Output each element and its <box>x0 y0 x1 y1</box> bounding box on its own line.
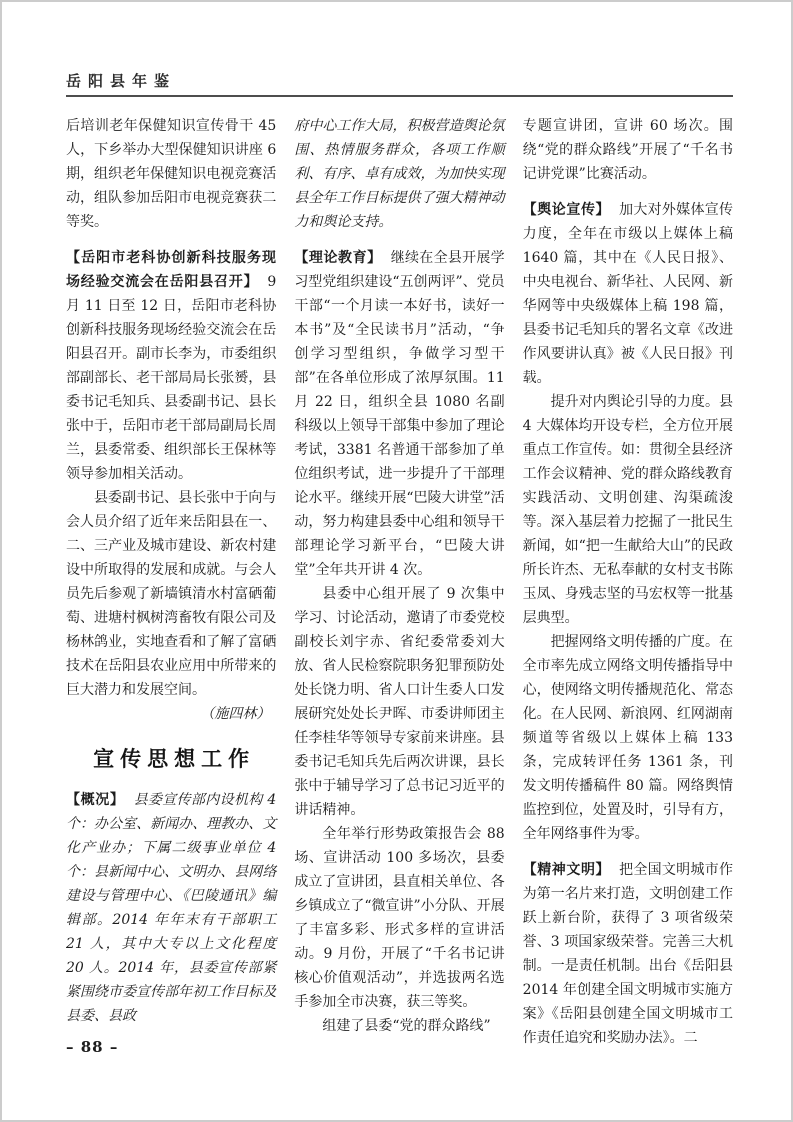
running-head-title: 岳阳县年鉴 <box>66 72 177 90</box>
entry-paragraph <box>523 858 733 1050</box>
column-1 <box>66 114 276 1050</box>
body-paragraph: 提升对内舆论引导的力度。县 4 大媒体均开设专栏，全方位开展重点工作宣传。如：贯彻全县经济工作会议精神、党的群众路线教育实践活动、文明创建、沟渠疏浚等。深入基层着力挖掘了一批民生新闻，如“把一生献给大山”的民政所长许杰、无私奉献的女村支书陈玉凤、身残志坚的马宏权等一批基层典型。 <box>522 394 733 626</box>
entry-body: 9 月 11 日至 12 日，岳阳市老科协创新科技服务现场经验交流会在岳阳县召开。副市长李为，市委组织部副部长、老干部局局长张赟，县委书记毛知兵、县委副书记、县长张中于，岳阳市老干部局副局长周兰，县委常委、组织部长王保林等领导参加相关活动。 <box>66 274 277 482</box>
entry-paragraph <box>523 198 733 390</box>
entry-body: 把全国文明城市作为第一名片来打造，文明创建工作跃上新台阶，获得了 3 项省级荣誉、3 项国家级荣誉。完善三大机制。一是责任机制。出台《岳阳县 2014 年创建全国文明城市实施方案》《岳阳县创建全国文明城市工作责任追究和奖励办法》。二 <box>522 862 733 1046</box>
body-paragraph: 后培训老年保健知识宣传骨干 45 人，下乡举办大型保健知识讲座 6 期，组织老年保健知识电视竞赛活动，组队参加岳阳市电视竞赛获二等奖。 <box>66 118 277 230</box>
body-paragraph: 县委副书记、县长张中于向与会人员介绍了近年来岳阳县在一、二、三产业及城市建设、新农村建设中所取得的发展和成就。与会人员先后参观了新墙镇清水村富硒葡萄、进塘村枫树湾畜牧有限公司及杨林鸽业，实地查看和了解了富硒技术在岳阳县农业应用中所带来的巨大潜力和发展空间。 <box>66 490 277 698</box>
entry-body: 加大对外媒体宣传力度，全年在市级以上媒体上稿 1640 篇，其中在《人民日报》、中央电视台、新华社、人民网、新华网等中央级媒体上稿 198 篇，县委书记毛知兵的署名文章《改进作风要讲认真》被《人民日报》刊载。 <box>522 202 733 386</box>
content-columns <box>66 114 733 1050</box>
body-paragraph: 县委中心组开展了 9 次集中学习、讨论活动，邀请了市委党校副校长刘宇赤、省纪委常委刘大放、省人民检察院职务犯罪预防处处长饶力明、省人口计生委人口发展研究处处长尹晖、市委讲师团主任李桂华等领导专家前来讲座。县委书记毛知兵先后两次讲课，县长张中于辅导学习了总书记习近平的讲话精神。 <box>294 586 505 818</box>
entry-body: 县委宣传部内设机构 4 个：办公室、新闻办、理教办、文化产业办；下属二级事业单位 4 个：县新闻中心、文明办、县网络建设与管理中心、《巴陵通讯》编辑部。2014 年年末有干部职工 21 人，其中大专以上文化程度 20 人。2014 年，县委宣传部紧紧围绕市委宣传部年初工作目标及县委、县政 <box>66 792 277 1024</box>
entry-title: 【概况】 <box>66 792 125 808</box>
column-3 <box>523 114 733 1050</box>
body-paragraph: 府中心工作大局，积极营造舆论氛围、热情服务群众，各项工作顺利、有序、卓有成效，为加快实现县全年工作目标提供了强大精神动力和舆论支持。 <box>294 118 505 230</box>
body-paragraph: 全年举行形势政策报告会 88 场、宣讲活动 100 多场次，县委成立了宣讲团，县直相关单位、各乡镇成立了“微宣讲”小分队、开展了丰富多彩、形式多样的宣讲活动。9 月份，开展了“千名书记讲核心价值观活动”，并选拔两名选手参加全市决赛，获三等奖。 <box>294 826 505 1010</box>
entry-paragraph <box>294 246 504 582</box>
section-title: 宣传思想工作 <box>93 746 256 771</box>
entry-title: 【精神文明】 <box>522 862 611 878</box>
column-2 <box>294 114 504 1050</box>
entry-title: 【理论教育】 <box>294 250 382 266</box>
entry-title: 【岳阳市老科协创新科技服务现场经验交流会在岳阳县召开】 <box>66 250 277 290</box>
entry-body: 继续在全县开展学习型党组织建设“五创两评”、党员干部“一个月读一本好书，读好一本书”及“全民读书月”活动，“争创学习型组织，争做学习型干部”在各单位形成了浓厚氛围。11 月 22 日，组织全县 1080 名副科级以上领导干部集中参加了理论考试，3381 名普通干部参加了单位组织考试，进一步提升了干部理论水平。继续开展“巴陵大讲堂”活动，努力构建县委中心组和领导干部理论学习新平台，“巴陵大讲堂”全年共开讲 4 次。 <box>294 250 505 578</box>
body-paragraph: 专题宣讲团，宣讲 60 场次。围绕“党的群众路线”开展了“千名书记讲党课”比赛活动。 <box>522 118 733 182</box>
entry-title: 【舆论宣传】 <box>522 202 611 218</box>
entry-paragraph <box>66 246 276 486</box>
body-paragraph: 把握网络文明传播的广度。在全市率先成立网络文明传播指导中心，使网络文明传播规范化、常态化。在人民网、新浪网、红网湖南频道等省级以上媒体上稿 133 条，完成转评任务 1361 条，刊发文明传播稿件 80 篇。网络舆情监控到位，处置及时，引导有方，全年网络事件为零。 <box>522 634 733 842</box>
header-rule <box>66 95 733 97</box>
body-paragraph: 组建了县委“党的群众路线” <box>322 1018 491 1034</box>
page-number: – 88 – <box>66 1038 119 1056</box>
byline: （施四林） <box>200 706 271 722</box>
entry-paragraph <box>66 788 276 1028</box>
